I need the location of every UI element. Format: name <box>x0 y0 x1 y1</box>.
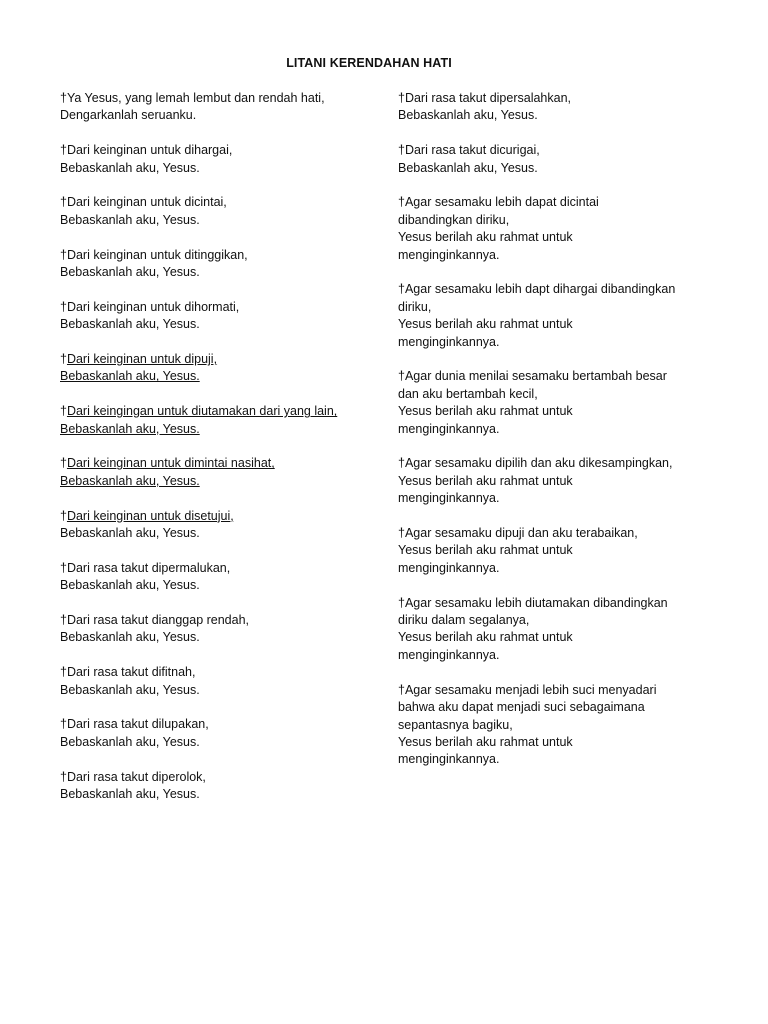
left-column <box>60 90 380 821</box>
petition-line: †Agar sesamaku dipilih dan aku dikesampingkan, <box>398 456 673 471</box>
petition-line: †Agar sesamaku menjadi lebih suci menyadari <box>398 682 657 697</box>
litany-stanza <box>60 194 380 229</box>
petition-line: †Dari keinginan untuk dipuji, <box>60 352 218 367</box>
petition-line: †Agar dunia menilai sesamaku bertambah besar <box>398 369 667 384</box>
petition-line: †Dari rasa takut difitnah, <box>60 665 196 680</box>
litany-stanza <box>60 142 380 177</box>
petition-line: †Ya Yesus, yang lemah lembut dan rendah hati, <box>60 91 325 105</box>
response-line: diriku dalam segalanya, <box>398 613 530 628</box>
petition-line: †Agar sesamaku lebih dapt dihargai dibandingkan <box>398 282 676 297</box>
response-line: Yesus berilah aku rahmat untuk <box>398 734 573 749</box>
petition-line: †Dari keinginan untuk dihargai, <box>60 143 233 158</box>
response-line: Bebaskanlah aku, Yesus. <box>60 369 200 384</box>
response-line: Bebaskanlah aku, Yesus. <box>60 734 200 749</box>
petition-line: †Dari keinginan untuk dihormati, <box>60 299 240 314</box>
litany-stanza <box>60 299 380 334</box>
petition-line: †Dari rasa takut dicurigai, <box>398 143 540 158</box>
response-line: dan aku bertambah kecil, <box>398 386 538 401</box>
litany-stanza <box>60 403 380 438</box>
response-line: bahwa aku dapat menjadi suci sebagaimana <box>398 700 645 715</box>
response-line: Bebaskanlah aku, Yesus. <box>60 421 200 436</box>
litany-stanza <box>60 90 380 125</box>
response-line: sepantasnya bagiku, <box>398 717 513 732</box>
response-line: menginginkannya. <box>398 560 500 575</box>
response-line: Yesus berilah aku rahmat untuk <box>398 473 573 488</box>
litany-stanza <box>398 90 698 125</box>
response-line: Yesus berilah aku rahmat untuk <box>398 317 573 332</box>
litany-stanza <box>60 769 380 804</box>
response-line: Bebaskanlah aku, Yesus. <box>60 682 200 697</box>
response-line: dibandingkan diriku, <box>398 212 510 227</box>
petition-line: †Dari rasa takut diperolok, <box>60 769 206 784</box>
response-line: Yesus berilah aku rahmat untuk <box>398 230 573 245</box>
litany-stanza <box>398 525 698 577</box>
response-line: Bebaskanlah aku, Yesus. <box>60 526 200 541</box>
litany-stanza <box>60 664 380 699</box>
petition-line: †Dari keinginan untuk ditinggikan, <box>60 247 248 262</box>
litany-stanza <box>398 368 698 438</box>
litany-stanza <box>398 194 698 264</box>
litany-stanza <box>60 508 380 543</box>
response-line: Bebaskanlah aku, Yesus. <box>398 108 538 123</box>
litany-stanza <box>398 682 698 769</box>
petition-line: †Dari keinginan untuk disetujui, <box>60 508 234 523</box>
petition-line: †Agar sesamaku dipuji dan aku terabaikan, <box>398 526 638 541</box>
litany-stanza <box>60 247 380 282</box>
response-line: menginginkannya. <box>398 421 500 436</box>
response-line: menginginkannya. <box>398 752 500 767</box>
response-line: Yesus berilah aku rahmat untuk <box>398 630 573 645</box>
petition-line: †Dari keinginan untuk dimintai nasihat, <box>60 456 275 471</box>
litany-stanza <box>60 716 380 751</box>
petition-line: †Agar sesamaku lebih dapat dicintai <box>398 195 599 210</box>
petition-line: †Dari rasa takut dilupakan, <box>60 717 209 732</box>
response-line: Yesus berilah aku rahmat untuk <box>398 543 573 558</box>
response-line: menginginkannya. <box>398 491 500 506</box>
right-column <box>398 90 698 786</box>
petition-line: †Dari rasa takut dipermalukan, <box>60 560 231 575</box>
litany-stanza <box>60 455 380 490</box>
response-line: Bebaskanlah aku, Yesus. <box>60 473 200 488</box>
document-title: LITANI KERENDAHAN HATI <box>286 56 452 70</box>
petition-line: †Dari rasa takut dianggap rendah, <box>60 613 250 628</box>
response-line: Bebaskanlah aku, Yesus. <box>60 160 200 175</box>
response-line: Bebaskanlah aku, Yesus. <box>60 630 200 645</box>
response-line: Bebaskanlah aku, Yesus. <box>398 160 538 175</box>
response-line: Dengarkanlah seruanku. <box>60 108 197 123</box>
petition-line: †Dari rasa takut dipersalahkan, <box>398 91 572 105</box>
response-line: Bebaskanlah aku, Yesus. <box>60 212 200 227</box>
litany-stanza <box>398 455 698 507</box>
petition-line: †Agar sesamaku lebih diutamakan dibandingkan <box>398 595 668 610</box>
litany-stanza <box>60 612 380 647</box>
litany-stanza <box>398 142 698 177</box>
litany-stanza <box>398 595 698 665</box>
response-line: Bebaskanlah aku, Yesus. <box>60 317 200 332</box>
petition-line: †Dari keinginan untuk dicintai, <box>60 195 227 210</box>
litany-stanza <box>60 560 380 595</box>
response-line: Bebaskanlah aku, Yesus. <box>60 787 200 802</box>
response-line: Bebaskanlah aku, Yesus. <box>60 265 200 280</box>
response-line: menginginkannya. <box>398 334 500 349</box>
response-line: Bebaskanlah aku, Yesus. <box>60 578 200 593</box>
litany-stanza <box>398 281 698 351</box>
response-line: menginginkannya. <box>398 247 500 262</box>
petition-line: †Dari keingingan untuk diutamakan dari yang lain, <box>60 404 338 419</box>
litany-stanza <box>60 351 380 386</box>
response-line: diriku, <box>398 299 432 314</box>
response-line: menginginkannya. <box>398 647 500 662</box>
response-line: Yesus berilah aku rahmat untuk <box>398 404 573 419</box>
